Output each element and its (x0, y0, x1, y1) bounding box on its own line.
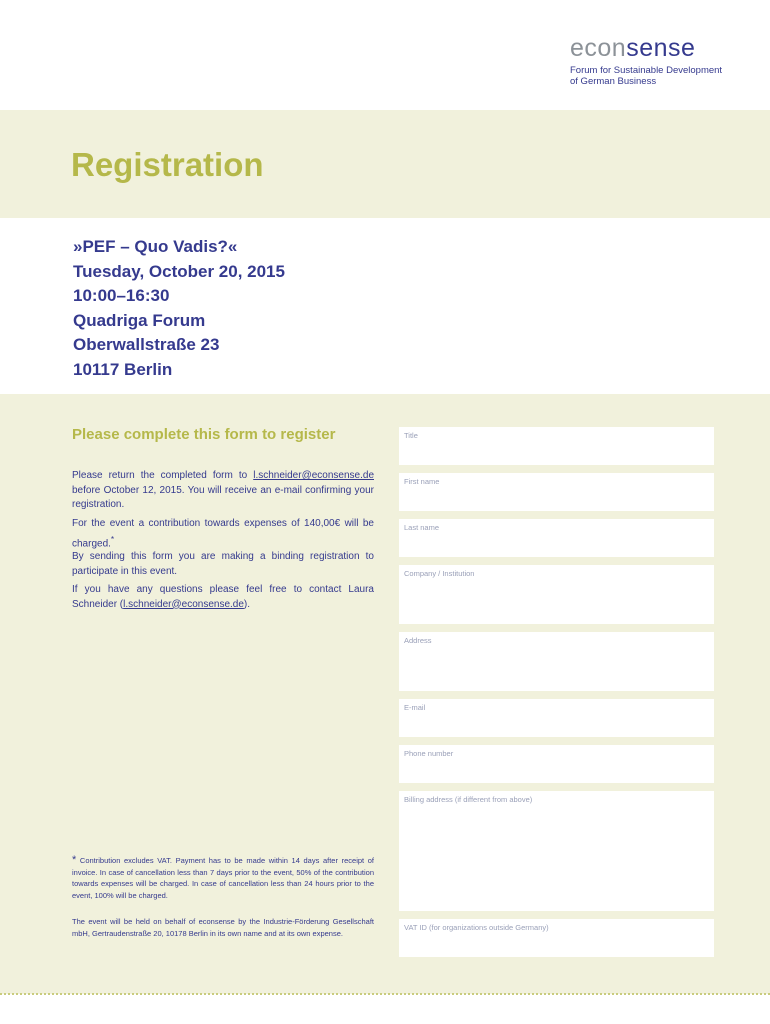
event-time: 10:00–16:30 (73, 286, 170, 305)
para1-text-before: Please return the completed form to (72, 470, 254, 481)
first-name-field[interactable] (399, 473, 714, 511)
company-field[interactable] (399, 565, 714, 624)
binding-registration-text: By sending this form you are making a binding registration to participate in this event. (72, 551, 374, 577)
legal-note: The event will be held on behalf of econsense by the Industrie-Förderung Gesellschaft mbH, Gertraudenstraße 20, 10178 Berlin in its own name and at its own expense. (72, 917, 374, 938)
para4-text-before: If you have any questions please feel free to contact Laura Schneider ( (72, 584, 374, 610)
footnote-star: * (72, 854, 77, 866)
dotted-divider (0, 993, 770, 995)
billing-address-field-label: Billing address (if different from above) (404, 795, 533, 804)
contact-email-link[interactable]: l.schneider@econsense.de (123, 598, 244, 610)
title-field[interactable] (399, 427, 714, 465)
address-field-label: Address (404, 636, 432, 645)
para4-text-after: ). (243, 598, 251, 610)
para1-text-after: before October 12, 2015. You will receive an e-mail confirming your registration. (72, 484, 374, 510)
event-street: Oberwallstraße 23 (73, 335, 220, 354)
email-field[interactable] (399, 699, 714, 737)
email-link[interactable]: l.schneider@econsense.de (253, 470, 374, 481)
logo-tagline-line1: Forum for Sustainable Development (570, 65, 723, 76)
email-field-label: E-mail (404, 703, 426, 712)
contact-text (72, 583, 374, 612)
return-instructions (72, 469, 374, 513)
event-details (73, 235, 285, 382)
address-field[interactable] (399, 632, 714, 691)
logo-tagline-line2: of German Business (570, 76, 657, 87)
para2-text: For the event a contribution towards expenses of 140,00€ will be charged. (72, 518, 374, 549)
event-name: »PEF – Quo Vadis?« (73, 237, 238, 256)
event-city: 10117 Berlin (73, 359, 173, 379)
logo-wordmark (570, 34, 722, 62)
footnote-marker: * (110, 533, 115, 544)
logo-tagline (570, 65, 722, 87)
phone-field[interactable] (399, 745, 714, 783)
econsense-logo (570, 34, 722, 87)
phone-field-label: Phone number (404, 749, 454, 758)
logo-word-sense: sense (626, 34, 696, 62)
first-name-field-label: First name (404, 477, 440, 486)
page-title: Registration (71, 146, 264, 183)
event-date: Tuesday, October 20, 2015 (73, 261, 285, 281)
vat-id-field[interactable] (399, 919, 714, 957)
footnote-text: Contribution excludes VAT. Payment has to be made within 14 days after receipt of invoice. In case of cancellation less than 7 days prior to the event, 50% of the contribution towards expenses will be charged. In case of cancellation less than 24 hours prior to the event, 100% will be charged. (72, 856, 374, 900)
last-name-field-label: Last name (404, 523, 440, 532)
form-heading: Please complete this form to register (72, 426, 336, 443)
contribution-text (72, 517, 374, 551)
footnote (72, 855, 374, 901)
vat-id-field-label: VAT ID (for organizations outside Germany) (404, 923, 549, 932)
company-field-label: Company / Institution (404, 569, 475, 578)
title-field-label: Title (404, 431, 418, 440)
logo-word-econ: econ (570, 34, 627, 62)
last-name-field[interactable] (399, 519, 714, 557)
billing-address-field[interactable] (399, 791, 714, 911)
event-venue: Quadriga Forum (73, 310, 206, 330)
